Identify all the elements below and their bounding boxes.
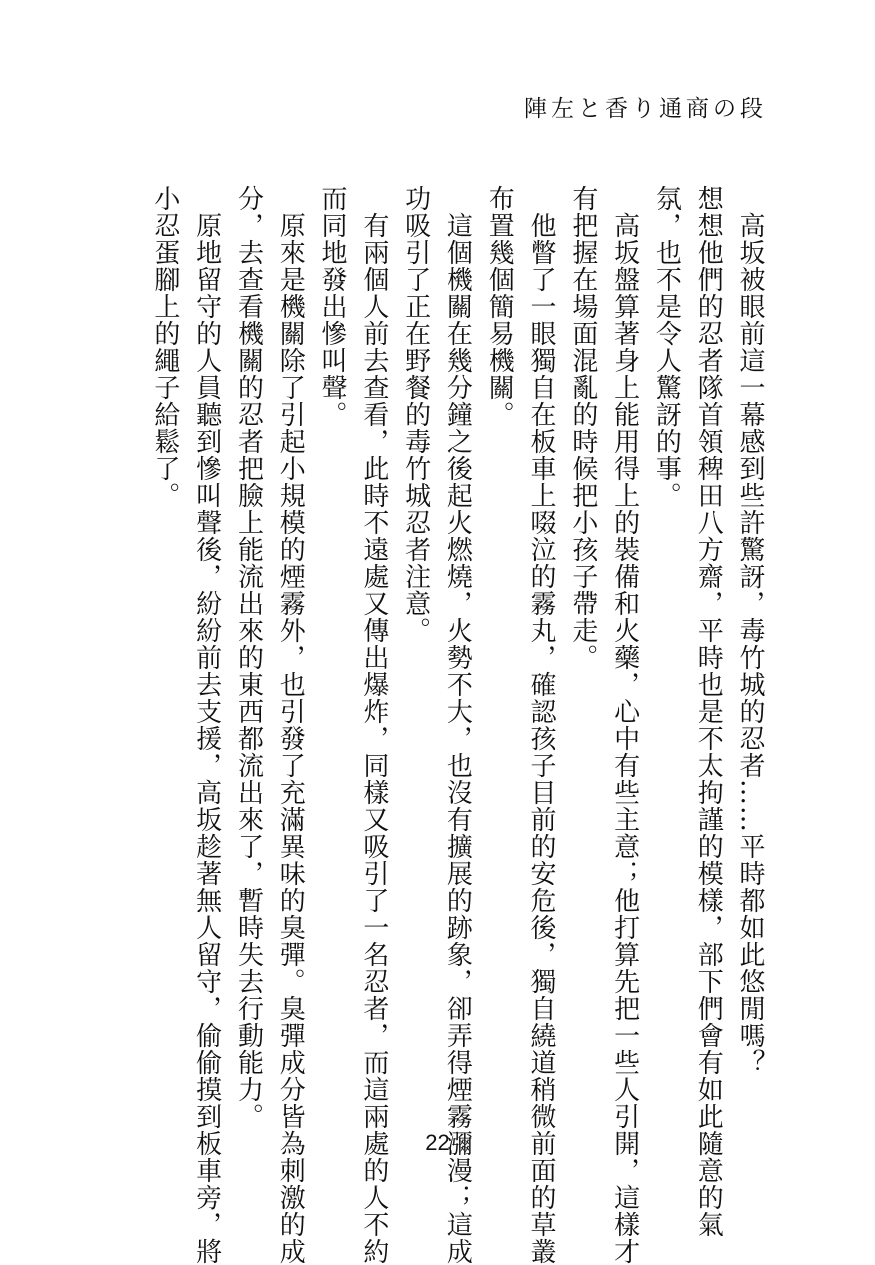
text-column: 這個機關在幾分鐘之後起火燃燒，火勢不大，也沒有擴展的跡象，卻弄得煙霧瀰漫；這成 — [442, 185, 473, 1265]
text-column: 他瞥了一眼獨自在板車上啜泣的霧丸，確認孩子目前的安危後，獨自繞道稍微前面的草叢 — [526, 185, 557, 1265]
text-column: 有把握在場面混亂的時候把小孩子帶走。 — [567, 185, 598, 671]
text-column: 原來是機關除了引起小規模的煙霧外，也引發了充滿異味的臭彈。臭彈成分皆為刺激的成 — [275, 185, 306, 1265]
text-column: 小忍蛋腳上的繩子給鬆了。 — [149, 185, 180, 509]
text-column: 原地留守的人員聽到慘叫聲後，紛紛前去支援，高坂趁著無人留守，偷偷摸到板車旁，將 — [191, 185, 222, 1265]
text-column: 高坂被眼前這一幕感到些許驚訝，毒竹城的忍者……平時都如此悠閒嗎？ — [735, 185, 765, 1076]
running-header: 陣左と香り通商の段 — [524, 96, 767, 122]
text-column: 想想他們的忍者隊首領稗田八方齋，平時也是不太拘謹的模樣，部下們會有如此隨意的氣 — [693, 185, 724, 1238]
text-column: 功吸引了正在野餐的毒竹城忍者注意。 — [400, 185, 431, 644]
text-column: 高坂盤算著身上能用得上的裝備和火藥，心中有些主意；他打算先把一些人引開，這樣才 — [609, 185, 640, 1265]
text-column: 而同地發出慘叫聲。 — [317, 185, 348, 428]
page-number: 22 — [425, 1130, 450, 1155]
text-column: 分，去查看機關的忍者把臉上能流出來的東西都流出來了，暫時失去行動能力。 — [233, 185, 264, 1130]
text-column: 有兩個人前去查看，此時不遠處又傳出爆炸，同樣又吸引了一名忍者，而這兩處的人不約 — [358, 185, 389, 1265]
text-column: 布置幾個簡易機關。 — [484, 185, 515, 428]
text-column: 氛，也不是令人驚訝的事。 — [651, 185, 682, 509]
